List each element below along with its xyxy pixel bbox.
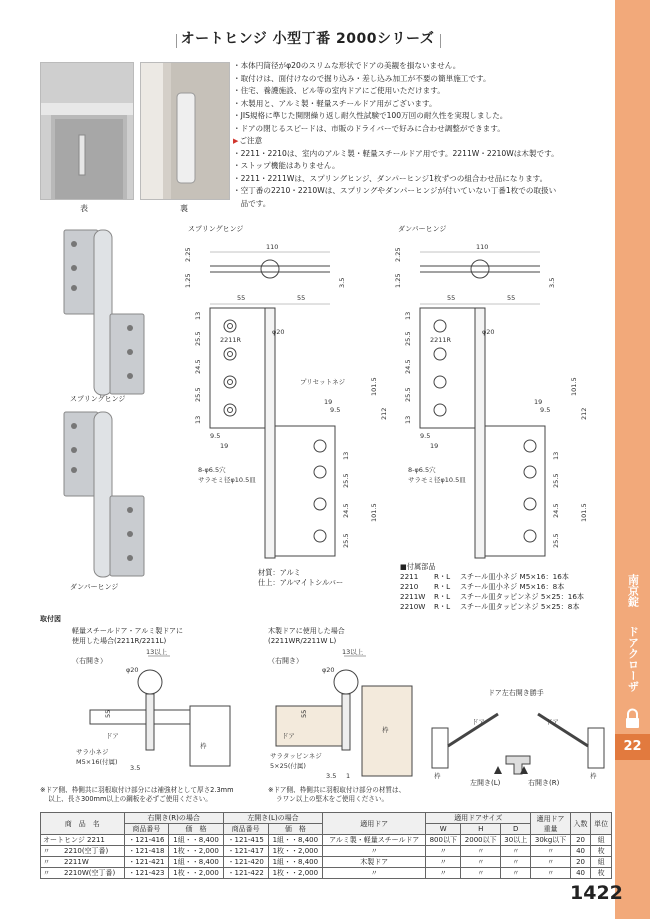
col-weight: 適用ドア 重量 (531, 813, 570, 835)
dim-2-25-d: 2.25 (394, 247, 402, 262)
steel-door-label: ドア (106, 732, 119, 740)
accessory-row: 2210 R・L スチール皿小ネジ M5×16：8本 (400, 582, 565, 591)
dim-3-5: 3.5 (338, 277, 346, 288)
dim-25-5-c: 25.5 (342, 473, 350, 488)
dim-19-c: 19 (534, 398, 543, 406)
door-hand-diagram (428, 700, 608, 792)
dim-24-5-d: 24.5 (552, 503, 560, 518)
dim-13-a: 13 (194, 311, 202, 320)
dim-13-f: 13 (552, 451, 560, 460)
col-right-open: 右開き(R)の場合 (124, 813, 223, 824)
hand-frame-left: 枠 (434, 772, 441, 780)
steel-footnote: ※ドア側、枠側共に羽根取付け部分には補強材として厚さ2.3mm 以上、長さ300mm以上の鋼板を必ずご使用ください。 (40, 786, 234, 803)
wood-footnote: ※ドア側、枠側共に羽根取付け部分の材質は、 ラワン以上の堅木をご使用ください。 (268, 786, 406, 803)
dim-110: 110 (266, 243, 279, 251)
dim-19-b: 19 (220, 442, 229, 450)
dim-212: 212 (380, 407, 388, 420)
col-d: D (501, 824, 531, 835)
product-table (40, 812, 612, 879)
steel-dim-3-5: 3.5 (130, 764, 141, 772)
table-row: 〃 2210(空丁番) ・121-418 1枚・・2,000 ・121-417 1枚・・2,000 〃 〃 〃 〃 〃 40 枚 (41, 846, 612, 857)
dim-13-d: 13 (404, 311, 412, 320)
col-w: W (426, 824, 461, 835)
dim-24-5-c: 24.5 (404, 359, 412, 374)
caution-2: ・ストップ機能はありません。 (233, 161, 340, 170)
col-r-price: 価 格 (169, 824, 224, 835)
note-2: ・取付けは、面付けなので掘り込み・差し込み加工が不要の簡単施工です。 (233, 73, 491, 83)
dim-9-5-d: 9.5 (420, 432, 431, 440)
finish-label: 仕上：アルマイトシルバー (258, 578, 344, 587)
sidebar-tab-door-closer[interactable]: ドアクローザ (626, 626, 640, 692)
steel-right-open: （右開き） (72, 657, 107, 665)
damper-front-view (404, 294, 588, 558)
wood-right-open: （右開き） (268, 657, 303, 665)
wood-dim-55: 55 (300, 709, 308, 718)
drawing-title-damper: ダンパーヒンジ (398, 225, 447, 233)
col-name: 商 品 名 (41, 813, 125, 835)
note-6: ・ドアの閉じるスピードは、市販のドライバーで好みに合わせ調整ができます。 (233, 123, 505, 133)
accessory-row: 2211 R・L スチール皿小ネジ M5×16：16本 (400, 572, 569, 581)
material-label: 材質：アルミ (258, 568, 301, 577)
col-r-code: 商品番号 (124, 824, 169, 835)
holes-spec-2: サラモミ径φ10.5皿 (198, 476, 256, 484)
damper-hinge-label: ダンパーヒンジ (70, 583, 119, 591)
wood-dim-13over: 13以上 (342, 648, 364, 656)
spring-hinge-label: スプリングヒンジ (70, 395, 126, 403)
spring-hinge-image (58, 228, 168, 398)
label-2211r-d: 2211R (430, 336, 452, 344)
accessory-row: 2210W R・L スチール皿タッピンネジ 5×25：8本 (400, 602, 580, 611)
dim-25-5-f: 25.5 (404, 387, 412, 402)
dim-25-5-a: 25.5 (194, 331, 202, 346)
note-5: ・JIS規格に準じた開閉繰り返し耐久性試験で100万回の耐久性を実現しました。 (233, 111, 508, 120)
caution-5: 品です。 (233, 198, 271, 208)
col-l-price: 価 格 (268, 824, 323, 835)
spring-front-view (194, 294, 388, 558)
steel-screw-1: サラ小ネジ (76, 748, 109, 756)
holes-spec-1-d: 8-φ6.5穴 (408, 466, 436, 474)
dim-110-d: 110 (476, 243, 489, 251)
dim-212-d: 212 (580, 407, 588, 420)
page-number: 1422 (570, 882, 623, 904)
col-qty: 入数 (570, 813, 591, 835)
wood-screw-2: 5×25(付属) (270, 762, 306, 770)
feature-notes (233, 60, 613, 210)
install-steel-heading: 軽量スチールドア・アルミ製ドアに 使用した場合(2211R/2211L) (72, 627, 184, 645)
damper-top-view (394, 243, 556, 288)
photo-back-label: 裏 (180, 204, 188, 213)
wood-dim-1: 1 (346, 772, 351, 780)
photo-front-label: 表 (80, 204, 88, 213)
dim-25-5-b: 25.5 (194, 387, 202, 402)
dim-55-d: 55 (507, 294, 516, 302)
install-steel-diagram (70, 646, 260, 776)
dim-13-e: 13 (404, 415, 412, 424)
dim-phi20: φ20 (272, 328, 285, 336)
dim-19-a: 19 (324, 398, 333, 406)
lock-icon (620, 708, 645, 730)
table-row: 〃 2210W(空丁番) ・121-423 1枚・・2,000 ・121-422 1枚・・2,000 〃 〃 〃 〃 〃 40 枚 (41, 868, 612, 879)
dim-13-b: 13 (194, 415, 202, 424)
dim-25-5-d: 25.5 (342, 533, 350, 548)
caution-heading: ▶ ご注意 (233, 135, 613, 148)
accessory-title: ■付属部品 (400, 562, 436, 571)
wood-dim-3-5: 3.5 (326, 772, 337, 780)
table-row: 〃 2211W ・121-421 1組・・8,400 ・121-420 1組・・8,400 木製ドア 〃 〃 〃 〃 20 組 (41, 857, 612, 868)
dim-25-5-g: 25.5 (552, 473, 560, 488)
dim-101-5-c: 101.5 (570, 377, 578, 396)
technical-drawing (180, 236, 610, 566)
dim-1-25: 1.25 (184, 273, 192, 288)
steel-dim-55: 55 (104, 709, 112, 718)
dim-55-b: 55 (297, 294, 306, 302)
sidebar-chapter-number: 22 (615, 734, 650, 760)
install-wood-diagram (266, 646, 426, 781)
col-h: H (461, 824, 501, 835)
hand-frame-right: 枠 (590, 772, 597, 780)
dim-25-5-e: 25.5 (404, 331, 412, 346)
label-preset-screw: プリセットネジ (300, 378, 346, 386)
dim-101-5-d: 101.5 (580, 503, 588, 522)
caution-1: ・2211・2210は、室内のアルミ製・軽量スチールドア用です。2211W・2210Wは木製です。 (233, 148, 559, 158)
col-left-open: 左開き(L)の場合 (223, 813, 322, 824)
dim-phi20-d: φ20 (482, 328, 495, 336)
dim-9-5-a: 9.5 (330, 406, 341, 414)
note-3: ・住宅、養護施設、ビル等の室内ドアにご使用いただけます。 (233, 86, 445, 95)
dim-55-c: 55 (447, 294, 456, 302)
sidebar (615, 0, 650, 919)
spring-top-view (184, 243, 346, 288)
hand-door-left: ドア (472, 718, 485, 726)
wood-phi20: φ20 (322, 666, 335, 674)
holes-spec-2-d: サラモミ径φ10.5皿 (408, 476, 466, 484)
steel-dim-13over: 13以上 (146, 648, 168, 656)
holes-spec-1: 8-φ6.5穴 (198, 466, 226, 474)
damper-hinge-image (58, 410, 168, 580)
wood-door-label: ドア (282, 732, 295, 740)
accessory-row: 2211W R・L スチール皿タッピンネジ 5×25：16本 (400, 592, 585, 601)
dim-13-c: 13 (342, 451, 350, 460)
dim-9-5-b: 9.5 (210, 432, 221, 440)
caution-4: ・空丁番の2210・2210Wは、スプリングやダンパーヒンジが付いていない丁番1枚での取扱い (233, 186, 557, 195)
table-row: オートヒンジ 2211 ・121-416 1組・・8,400 ・121-415 1組・・8,400 アルミ製・軽量スチールドア 800以下 2000以下 30以上 30kg以下 20 組 (41, 835, 612, 846)
drawing-title-spring: スプリングヒンジ (188, 225, 244, 233)
dim-55-a: 55 (237, 294, 246, 302)
accessory-list (400, 562, 584, 612)
dim-2-25: 2.25 (184, 247, 192, 262)
dim-101-5-b: 101.5 (370, 503, 378, 522)
col-door: 適用ドア (323, 813, 426, 835)
hand-door-right: ドア (546, 718, 559, 726)
label-2211r: 2211R (220, 336, 242, 344)
dim-1-25-d: 1.25 (394, 273, 402, 288)
sidebar-tab-padlock[interactable]: 南京錠 (626, 573, 640, 607)
left-open-label: 左開き(L) (470, 779, 501, 787)
note-1: ・本体円筒径がφ20のスリムな形状でドアの美観を損ないません。 (233, 61, 461, 70)
steel-phi20: φ20 (126, 666, 139, 674)
steel-screw-2: M5×16(付属) (76, 758, 118, 766)
hand-diagram-title: ドア左右開き勝手 (488, 689, 544, 697)
caution-3: ・2211・2211Wは、スプリングヒンジ、ダンパーヒンジ1枚ずつの組合わせ品になります。 (233, 173, 548, 183)
page-title: オートヒンジ 小型丁番 2000シリーズ (180, 31, 435, 47)
dim-9-5-c: 9.5 (540, 406, 551, 414)
dim-3-5-d: 3.5 (548, 277, 556, 288)
col-unit: 単位 (591, 813, 612, 835)
dim-19-d: 19 (430, 442, 439, 450)
dim-101-5-a: 101.5 (370, 377, 378, 396)
col-door-size: 適用ドアサイズ (426, 813, 531, 824)
photo-back (140, 62, 230, 200)
material-spec (258, 568, 343, 588)
install-title: 取付図 (40, 615, 61, 623)
wood-frame-label: 枠 (382, 726, 389, 734)
dim-24-5-a: 24.5 (194, 359, 202, 374)
right-open-label: 右開き(R) (528, 779, 560, 787)
install-wood-heading: 木製ドアに使用した場合 (2211WR/2211W L) (268, 627, 345, 645)
wood-screw-1: サラタッピンネジ (270, 752, 322, 760)
note-4: ・木製用と、アルミ製・軽量スチールドア用がございます。 (233, 98, 437, 108)
col-l-code: 商品番号 (223, 824, 268, 835)
steel-frame-label: 枠 (200, 742, 207, 750)
dim-25-5-h: 25.5 (552, 533, 560, 548)
photo-front (40, 62, 134, 200)
dim-24-5-b: 24.5 (342, 503, 350, 518)
